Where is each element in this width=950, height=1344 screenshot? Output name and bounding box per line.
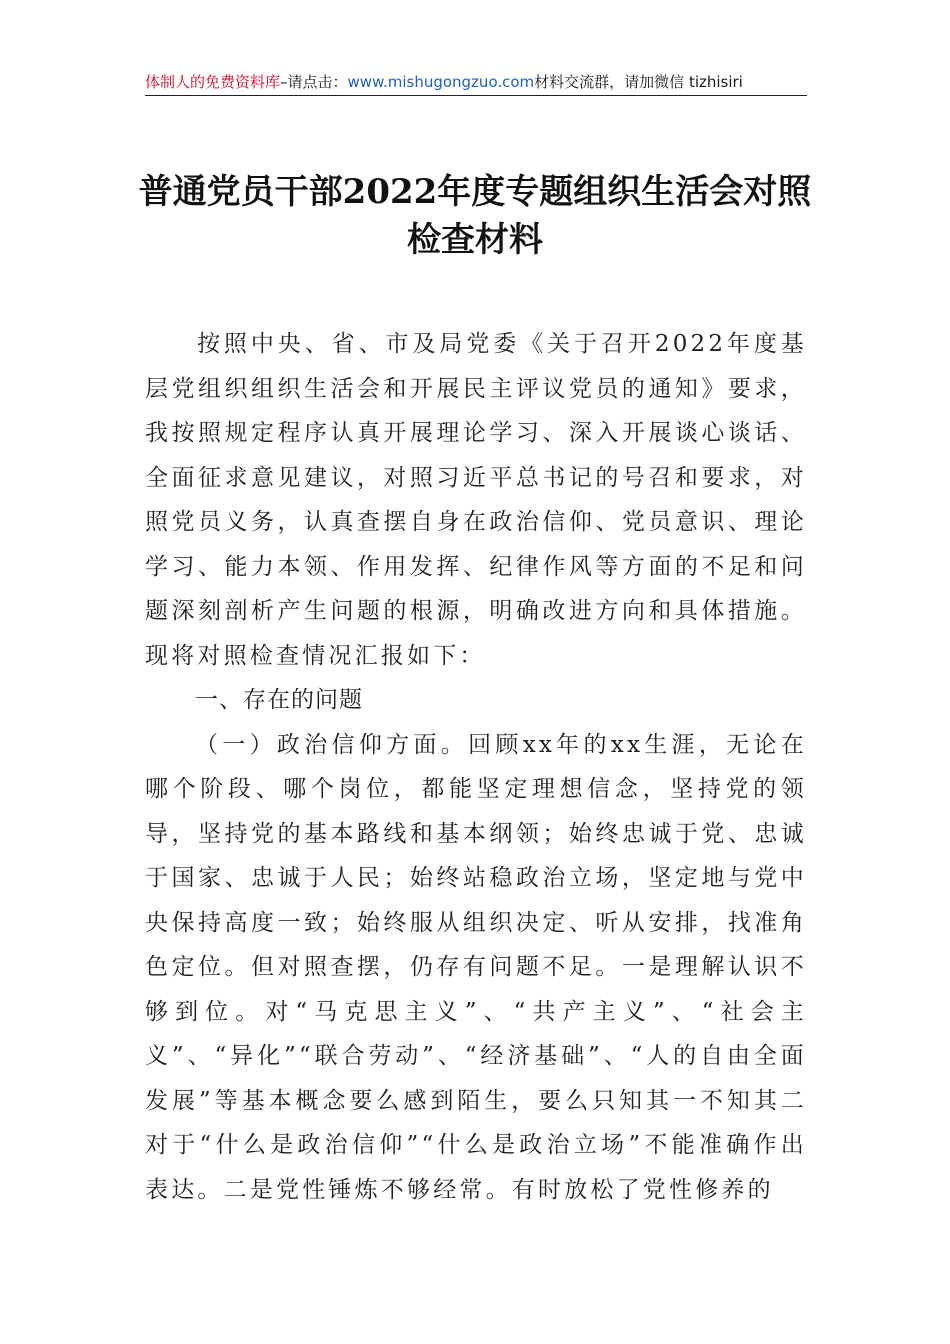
section-heading-problems: 一、存在的问题	[195, 687, 363, 713]
header-url-link[interactable]: www.mishugongzuo.com	[347, 73, 535, 91]
document-title: 普通党员干部2022年度专题组织生活会对照检查材料	[138, 172, 812, 260]
header-divider	[145, 95, 807, 96]
header-prompt: –请点击：	[280, 73, 348, 91]
document-body	[145, 322, 807, 1212]
political-belief-paragraph: （一）政治信仰方面。回顾xx年的xx生涯，无论在哪个阶段、哪个岗位，都能坚定理想信念，坚持党的领导，坚持党的基本路线和基本纲领；始终忠诚于党、忠诚于国家、忠诚于人民；始终站稳政治立场，坚定地与党中央保持高度一致；始终服从组织决定、听从安排，找准角色定位。但对照查摆，仍存有问题不足。一是理解认识不够到位。对“马克思主义”、“共产主义”、“社会主义”、“异化”“联合劳动”、“经济基础”、“人的自由全面发展”等基本概念要么感到陌生，要么只知其一不知其二对于“什么是政治信仰”“什么是政治立场”不能准确作出表达。二是党性锤炼不够经常。有时放松了党性修养的	[145, 731, 807, 1203]
header-brand: 体制人的免费资料库	[145, 73, 281, 91]
page-header	[145, 70, 807, 94]
intro-paragraph: 按照中央、省、市及局党委《关于召开2022年度基层党组织组织生活会和开展民主评议党员的通知》要求，我按照规定程序认真开展理论学习、深入开展谈心谈话、全面征求意见建议，对照习近平总书记的号召和要求，对照党员义务，认真查摆自身在政治信仰、党员意识、理论学习、能力本领、作用发挥、纪律作风等方面的不足和问题深刻剖析产生问题的根源，明确改进方向和具体措施。现将对照检查情况汇报如下：	[145, 331, 807, 669]
header-suffix: 材料交流群，请加微信 tizhisiri	[534, 73, 743, 91]
